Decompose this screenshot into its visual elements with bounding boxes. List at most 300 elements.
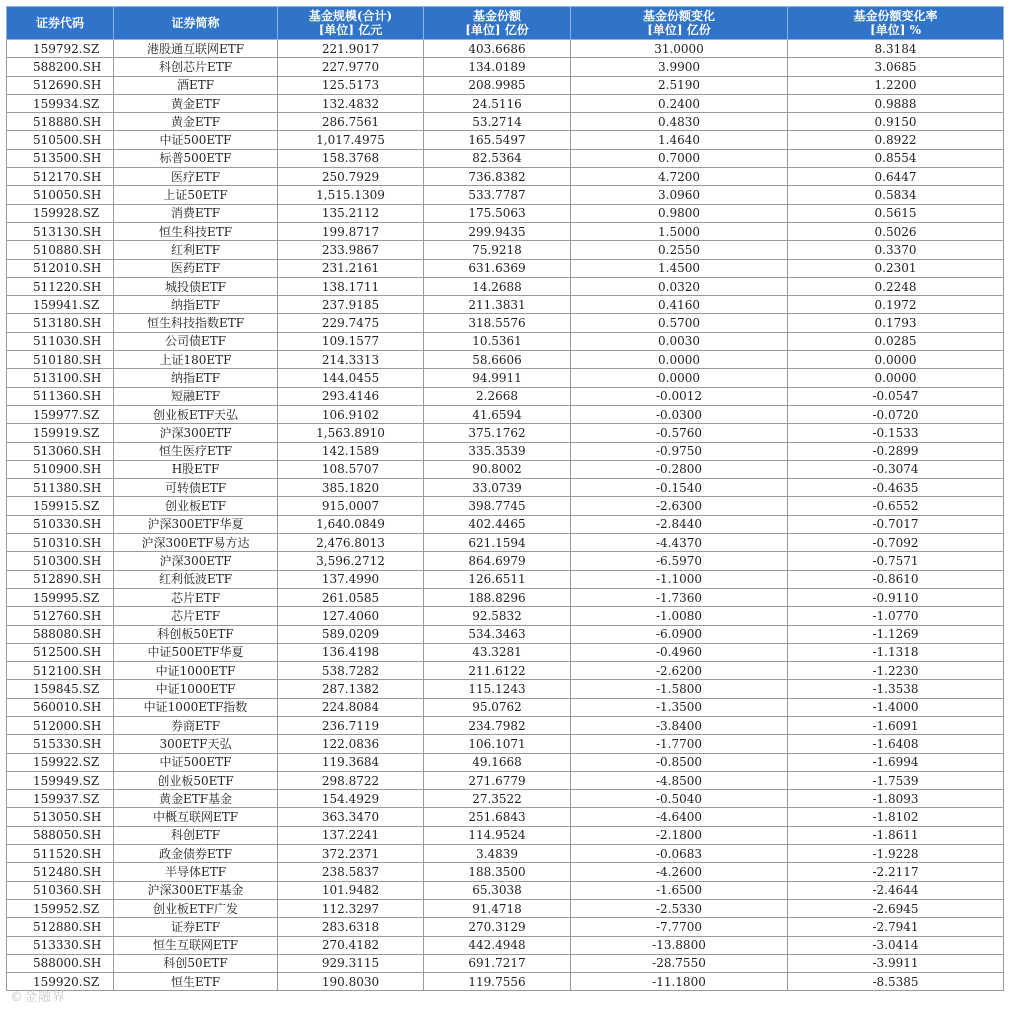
security-code-cell: 510360.SH <box>7 881 114 899</box>
security-code-cell: 159949.SZ <box>7 771 114 789</box>
share-change-cell: 31.0000 <box>571 40 788 58</box>
security-code-cell: 513500.SH <box>7 149 114 167</box>
security-code-cell: 588050.SH <box>7 826 114 844</box>
share-change-cell: 1.5000 <box>571 222 788 240</box>
share-change-rate-cell: 0.6447 <box>788 168 1004 186</box>
table-row <box>7 643 1004 661</box>
share-change-cell: -1.6500 <box>571 881 788 899</box>
fund-size-cell: 236.7119 <box>278 716 424 734</box>
security-name-cell: 中证1000ETF <box>114 680 278 698</box>
security-name-cell: 沪深300ETF <box>114 424 278 442</box>
security-code-cell: 159922.SZ <box>7 753 114 771</box>
table-row <box>7 680 1004 698</box>
share-change-rate-cell: -0.4635 <box>788 479 1004 497</box>
table-row <box>7 204 1004 222</box>
header-row <box>7 7 1004 40</box>
share-change-rate-cell: 0.8922 <box>788 131 1004 149</box>
fund-shares-cell: 533.7787 <box>424 186 571 204</box>
fund-shares-cell: 299.9435 <box>424 222 571 240</box>
share-change-rate-cell: -2.6945 <box>788 899 1004 917</box>
share-change-cell: -4.8500 <box>571 771 788 789</box>
table-row <box>7 479 1004 497</box>
share-change-rate-cell: -0.7017 <box>788 515 1004 533</box>
security-code-cell: 512000.SH <box>7 716 114 734</box>
fund-shares-cell: 95.0762 <box>424 698 571 716</box>
security-name-cell: 创业板ETF天弘 <box>114 405 278 423</box>
fund-size-cell: 108.5707 <box>278 460 424 478</box>
fund-size-cell: 227.9770 <box>278 58 424 76</box>
security-name-cell: 黄金ETF基金 <box>114 790 278 808</box>
share-change-cell: 0.7000 <box>571 149 788 167</box>
share-change-rate-cell: -1.6408 <box>788 735 1004 753</box>
security-code-cell: 512100.SH <box>7 662 114 680</box>
table-row <box>7 113 1004 131</box>
share-change-cell: 0.2550 <box>571 241 788 259</box>
fund-size-cell: 106.9102 <box>278 405 424 423</box>
security-code-cell: 159937.SZ <box>7 790 114 808</box>
fund-shares-cell: 2.2668 <box>424 387 571 405</box>
share-change-rate-cell: 0.9150 <box>788 113 1004 131</box>
fund-size-cell: 1,017.4975 <box>278 131 424 149</box>
security-code-cell: 513060.SH <box>7 442 114 460</box>
header-unit: [单位] % <box>870 23 921 37</box>
security-name-cell: 公司债ETF <box>114 332 278 350</box>
table-row <box>7 771 1004 789</box>
share-change-rate-cell: -3.9911 <box>788 954 1004 972</box>
share-change-rate-cell: 0.9888 <box>788 94 1004 112</box>
security-name-cell: 半导体ETF <box>114 863 278 881</box>
fund-size-cell: 142.1589 <box>278 442 424 460</box>
fund-shares-cell: 403.6686 <box>424 40 571 58</box>
table-row <box>7 40 1004 58</box>
security-name-cell: 科创50ETF <box>114 954 278 972</box>
share-change-cell: -2.5330 <box>571 899 788 917</box>
security-code-cell: 513050.SH <box>7 808 114 826</box>
share-change-rate-cell: 0.0000 <box>788 351 1004 369</box>
watermark: ©金融界 <box>10 990 67 1005</box>
share-change-cell: -2.6300 <box>571 497 788 515</box>
header-unit: [单位] 亿元 <box>318 23 383 37</box>
fund-size-cell: 199.8717 <box>278 222 424 240</box>
table-row <box>7 826 1004 844</box>
table-row <box>7 881 1004 899</box>
etf-share-change-table <box>6 6 1004 991</box>
security-name-cell: 创业板ETF <box>114 497 278 515</box>
share-change-rate-cell: -1.8611 <box>788 826 1004 844</box>
table-row <box>7 973 1004 991</box>
share-change-cell: -13.8800 <box>571 936 788 954</box>
fund-size-cell: 137.2241 <box>278 826 424 844</box>
security-name-cell: 上证180ETF <box>114 351 278 369</box>
share-change-cell: 0.0320 <box>571 277 788 295</box>
share-change-cell: 0.5700 <box>571 314 788 332</box>
table-row <box>7 698 1004 716</box>
share-change-cell: -1.1000 <box>571 570 788 588</box>
fund-size-cell: 101.9482 <box>278 881 424 899</box>
security-name-cell: 港股通互联网ETF <box>114 40 278 58</box>
table-row <box>7 241 1004 259</box>
table-row <box>7 222 1004 240</box>
header-title: 基金份额变化 <box>642 9 715 23</box>
fund-size-cell: 286.7561 <box>278 113 424 131</box>
fund-size-cell: 109.1577 <box>278 332 424 350</box>
share-change-cell: -0.1540 <box>571 479 788 497</box>
share-change-rate-cell: -1.6091 <box>788 716 1004 734</box>
security-name-cell: 科创芯片ETF <box>114 58 278 76</box>
fund-size-cell: 229.7475 <box>278 314 424 332</box>
header-security-name <box>114 7 278 40</box>
fund-size-cell: 231.2161 <box>278 259 424 277</box>
share-change-cell: 0.4830 <box>571 113 788 131</box>
security-code-cell: 510300.SH <box>7 552 114 570</box>
security-code-cell: 512880.SH <box>7 918 114 936</box>
security-name-cell: 黄金ETF <box>114 94 278 112</box>
table-row <box>7 716 1004 734</box>
table-row <box>7 625 1004 643</box>
table-row <box>7 460 1004 478</box>
security-code-cell: 159995.SZ <box>7 588 114 606</box>
share-change-cell: 1.4640 <box>571 131 788 149</box>
share-change-cell: -0.4960 <box>571 643 788 661</box>
security-code-cell: 159915.SZ <box>7 497 114 515</box>
security-code-cell: 512010.SH <box>7 259 114 277</box>
fund-size-cell: 119.3684 <box>278 753 424 771</box>
security-name-cell: 红利低波ETF <box>114 570 278 588</box>
header-title: 基金份额 <box>472 9 521 23</box>
security-name-cell: 恒生互联网ETF <box>114 936 278 954</box>
share-change-rate-cell: -1.2230 <box>788 662 1004 680</box>
security-code-cell: 159952.SZ <box>7 899 114 917</box>
share-change-cell: -4.2600 <box>571 863 788 881</box>
table-row <box>7 552 1004 570</box>
share-change-rate-cell: -8.5385 <box>788 973 1004 991</box>
share-change-cell: 0.2400 <box>571 94 788 112</box>
share-change-rate-cell: -0.1533 <box>788 424 1004 442</box>
share-change-cell: 0.0000 <box>571 369 788 387</box>
fund-size-cell: 125.5173 <box>278 76 424 94</box>
security-code-cell: 510900.SH <box>7 460 114 478</box>
share-change-cell: -1.5800 <box>571 680 788 698</box>
fund-size-cell: 372.2371 <box>278 845 424 863</box>
fund-shares-cell: 234.7982 <box>424 716 571 734</box>
security-name-cell: 政金债券ETF <box>114 845 278 863</box>
security-name-cell: 沪深300ETF易方达 <box>114 534 278 552</box>
share-change-rate-cell: -1.1269 <box>788 625 1004 643</box>
security-code-cell: 159977.SZ <box>7 405 114 423</box>
share-change-rate-cell: 0.2248 <box>788 277 1004 295</box>
fund-shares-cell: 864.6979 <box>424 552 571 570</box>
security-name-cell: 可转债ETF <box>114 479 278 497</box>
fund-shares-cell: 208.9985 <box>424 76 571 94</box>
security-code-cell: 588000.SH <box>7 954 114 972</box>
share-change-rate-cell: -2.4644 <box>788 881 1004 899</box>
share-change-cell: 2.5190 <box>571 76 788 94</box>
fund-shares-cell: 534.3463 <box>424 625 571 643</box>
fund-shares-cell: 106.1071 <box>424 735 571 753</box>
share-change-rate-cell: 8.3184 <box>788 40 1004 58</box>
table-row <box>7 808 1004 826</box>
fund-shares-cell: 335.3539 <box>424 442 571 460</box>
fund-size-cell: 136.4198 <box>278 643 424 661</box>
security-code-cell: 511220.SH <box>7 277 114 295</box>
header-security-code <box>7 7 114 40</box>
share-change-cell: -2.1800 <box>571 826 788 844</box>
table-row <box>7 424 1004 442</box>
share-change-rate-cell: -0.2899 <box>788 442 1004 460</box>
share-change-rate-cell: -1.4000 <box>788 698 1004 716</box>
fund-shares-cell: 10.5361 <box>424 332 571 350</box>
share-change-cell: 1.4500 <box>571 259 788 277</box>
table-row <box>7 790 1004 808</box>
share-change-cell: 0.0030 <box>571 332 788 350</box>
fund-shares-cell: 398.7745 <box>424 497 571 515</box>
table-row <box>7 735 1004 753</box>
security-name-cell: 医疗ETF <box>114 168 278 186</box>
table-row <box>7 351 1004 369</box>
table-row <box>7 607 1004 625</box>
table-row <box>7 186 1004 204</box>
table-row <box>7 497 1004 515</box>
security-code-cell: 159928.SZ <box>7 204 114 222</box>
share-change-rate-cell: -0.3074 <box>788 460 1004 478</box>
fund-size-cell: 270.4182 <box>278 936 424 954</box>
fund-size-cell: 538.7282 <box>278 662 424 680</box>
security-name-cell: 中证1000ETF <box>114 662 278 680</box>
fund-size-cell: 1,515.1309 <box>278 186 424 204</box>
security-name-cell: 医药ETF <box>114 259 278 277</box>
share-change-cell: -6.0900 <box>571 625 788 643</box>
security-code-cell: 513180.SH <box>7 314 114 332</box>
fund-shares-cell: 91.4718 <box>424 899 571 917</box>
table-row <box>7 515 1004 533</box>
share-change-cell: -0.8500 <box>571 753 788 771</box>
header-share-change <box>571 7 788 40</box>
share-change-cell: -4.6400 <box>571 808 788 826</box>
security-name-cell: 沪深300ETF <box>114 552 278 570</box>
share-change-cell: -1.0080 <box>571 607 788 625</box>
share-change-rate-cell: -0.7092 <box>788 534 1004 552</box>
share-change-rate-cell: -1.3538 <box>788 680 1004 698</box>
fund-size-cell: 158.3768 <box>278 149 424 167</box>
fund-shares-cell: 43.3281 <box>424 643 571 661</box>
share-change-rate-cell: -1.9228 <box>788 845 1004 863</box>
table-row <box>7 936 1004 954</box>
security-name-cell: 科创ETF <box>114 826 278 844</box>
table-row <box>7 753 1004 771</box>
fund-shares-cell: 65.3038 <box>424 881 571 899</box>
security-name-cell: 酒ETF <box>114 76 278 94</box>
share-change-cell: -6.5970 <box>571 552 788 570</box>
fund-size-cell: 915.0007 <box>278 497 424 515</box>
security-code-cell: 513100.SH <box>7 369 114 387</box>
fund-size-cell: 154.4929 <box>278 790 424 808</box>
security-code-cell: 588200.SH <box>7 58 114 76</box>
share-change-cell: -0.5760 <box>571 424 788 442</box>
security-code-cell: 511380.SH <box>7 479 114 497</box>
security-name-cell: 纳指ETF <box>114 296 278 314</box>
fund-shares-cell: 14.2688 <box>424 277 571 295</box>
fund-shares-cell: 188.3500 <box>424 863 571 881</box>
fund-shares-cell: 114.9524 <box>424 826 571 844</box>
share-change-cell: -4.4370 <box>571 534 788 552</box>
fund-shares-cell: 188.8296 <box>424 588 571 606</box>
security-code-cell: 588080.SH <box>7 625 114 643</box>
fund-shares-cell: 49.1668 <box>424 753 571 771</box>
header-share-change-rate <box>788 7 1004 40</box>
fund-size-cell: 127.4060 <box>278 607 424 625</box>
share-change-rate-cell: -1.6994 <box>788 753 1004 771</box>
fund-shares-cell: 175.5063 <box>424 204 571 222</box>
security-code-cell: 560010.SH <box>7 698 114 716</box>
security-code-cell: 159941.SZ <box>7 296 114 314</box>
share-change-cell: 0.9800 <box>571 204 788 222</box>
fund-size-cell: 237.9185 <box>278 296 424 314</box>
share-change-cell: -2.8440 <box>571 515 788 533</box>
share-change-rate-cell: -1.7539 <box>788 771 1004 789</box>
security-name-cell: 恒生科技ETF <box>114 222 278 240</box>
fund-shares-cell: 165.5497 <box>424 131 571 149</box>
fund-size-cell: 2,476.8013 <box>278 534 424 552</box>
security-code-cell: 159792.SZ <box>7 40 114 58</box>
fund-shares-cell: 691.7217 <box>424 954 571 972</box>
fund-size-cell: 1,640.0849 <box>278 515 424 533</box>
fund-size-cell: 363.3470 <box>278 808 424 826</box>
header-unit: [单位] 亿份 <box>465 23 529 37</box>
security-code-cell: 512500.SH <box>7 643 114 661</box>
fund-size-cell: 1,563.8910 <box>278 424 424 442</box>
security-name-cell: 中概互联网ETF <box>114 808 278 826</box>
fund-size-cell: 3,596.2712 <box>278 552 424 570</box>
security-name-cell: 券商ETF <box>114 716 278 734</box>
share-change-rate-cell: -0.7571 <box>788 552 1004 570</box>
security-name-cell: 证券ETF <box>114 918 278 936</box>
share-change-cell: -0.0012 <box>571 387 788 405</box>
share-change-cell: -3.8400 <box>571 716 788 734</box>
security-code-cell: 159920.SZ <box>7 973 114 991</box>
share-change-cell: -28.7550 <box>571 954 788 972</box>
security-code-cell: 510880.SH <box>7 241 114 259</box>
fund-shares-cell: 24.5116 <box>424 94 571 112</box>
fund-shares-cell: 402.4465 <box>424 515 571 533</box>
security-code-cell: 159919.SZ <box>7 424 114 442</box>
share-change-rate-cell: 0.5834 <box>788 186 1004 204</box>
security-name-cell: 黄金ETF <box>114 113 278 131</box>
share-change-rate-cell: -0.6552 <box>788 497 1004 515</box>
security-name-cell: 恒生医疗ETF <box>114 442 278 460</box>
security-name-cell: 中证1000ETF指数 <box>114 698 278 716</box>
fund-size-cell: 135.2112 <box>278 204 424 222</box>
share-change-cell: -7.7700 <box>571 918 788 936</box>
security-name-cell: 消费ETF <box>114 204 278 222</box>
fund-size-cell: 137.4990 <box>278 570 424 588</box>
security-name-cell: 纳指ETF <box>114 369 278 387</box>
table-row <box>7 899 1004 917</box>
share-change-rate-cell: 0.3370 <box>788 241 1004 259</box>
security-code-cell: 518880.SH <box>7 113 114 131</box>
fund-size-cell: 261.0585 <box>278 588 424 606</box>
share-change-cell: -0.0300 <box>571 405 788 423</box>
security-name-cell: 中证500ETF华夏 <box>114 643 278 661</box>
table-row <box>7 954 1004 972</box>
share-change-rate-cell: -2.2117 <box>788 863 1004 881</box>
security-code-cell: 513130.SH <box>7 222 114 240</box>
share-change-cell: -1.3500 <box>571 698 788 716</box>
fund-shares-cell: 442.4948 <box>424 936 571 954</box>
header-fund-shares <box>424 7 571 40</box>
share-change-rate-cell: 0.8554 <box>788 149 1004 167</box>
fund-shares-cell: 126.6511 <box>424 570 571 588</box>
fund-shares-cell: 94.9911 <box>424 369 571 387</box>
header-title: 基金份额变化率 <box>853 9 938 23</box>
share-change-rate-cell: 3.0685 <box>788 58 1004 76</box>
security-code-cell: 512480.SH <box>7 863 114 881</box>
table-row <box>7 570 1004 588</box>
security-code-cell: 513330.SH <box>7 936 114 954</box>
fund-size-cell: 298.8722 <box>278 771 424 789</box>
share-change-rate-cell: 0.2301 <box>788 259 1004 277</box>
fund-shares-cell: 75.9218 <box>424 241 571 259</box>
security-name-cell: 红利ETF <box>114 241 278 259</box>
table-row <box>7 662 1004 680</box>
fund-size-cell: 589.0209 <box>278 625 424 643</box>
security-code-cell: 512890.SH <box>7 570 114 588</box>
table-row <box>7 332 1004 350</box>
fund-size-cell: 238.5837 <box>278 863 424 881</box>
share-change-cell: 0.0000 <box>571 351 788 369</box>
fund-size-cell: 250.7929 <box>278 168 424 186</box>
security-code-cell: 510310.SH <box>7 534 114 552</box>
fund-shares-cell: 82.5364 <box>424 149 571 167</box>
table-row <box>7 277 1004 295</box>
security-name-cell: 恒生科技指数ETF <box>114 314 278 332</box>
fund-size-cell: 233.9867 <box>278 241 424 259</box>
share-change-rate-cell: -0.0547 <box>788 387 1004 405</box>
header-title: 基金规模(合计) <box>308 9 393 23</box>
fund-shares-cell: 375.1762 <box>424 424 571 442</box>
share-change-rate-cell: 0.1972 <box>788 296 1004 314</box>
security-code-cell: 512170.SH <box>7 168 114 186</box>
fund-shares-cell: 251.6843 <box>424 808 571 826</box>
table-row <box>7 296 1004 314</box>
fund-size-cell: 287.1382 <box>278 680 424 698</box>
fund-size-cell: 283.6318 <box>278 918 424 936</box>
share-change-cell: -2.6200 <box>571 662 788 680</box>
table-row <box>7 534 1004 552</box>
fund-shares-cell: 318.5576 <box>424 314 571 332</box>
table-row <box>7 442 1004 460</box>
table-row <box>7 58 1004 76</box>
fund-size-cell: 929.3115 <box>278 954 424 972</box>
security-name-cell: 沪深300ETF华夏 <box>114 515 278 533</box>
fund-size-cell: 293.4146 <box>278 387 424 405</box>
table-row <box>7 918 1004 936</box>
security-code-cell: 511360.SH <box>7 387 114 405</box>
fund-shares-cell: 134.0189 <box>424 58 571 76</box>
table-row <box>7 76 1004 94</box>
security-code-cell: 515330.SH <box>7 735 114 753</box>
fund-shares-cell: 270.3129 <box>424 918 571 936</box>
share-change-cell: 0.4160 <box>571 296 788 314</box>
share-change-cell: -0.0683 <box>571 845 788 863</box>
fund-shares-cell: 119.7556 <box>424 973 571 991</box>
table-row <box>7 845 1004 863</box>
share-change-rate-cell: -0.9110 <box>788 588 1004 606</box>
share-change-rate-cell: -0.8610 <box>788 570 1004 588</box>
fund-shares-cell: 621.1594 <box>424 534 571 552</box>
table-row <box>7 387 1004 405</box>
share-change-rate-cell: -1.1318 <box>788 643 1004 661</box>
security-name-cell: 创业板50ETF <box>114 771 278 789</box>
